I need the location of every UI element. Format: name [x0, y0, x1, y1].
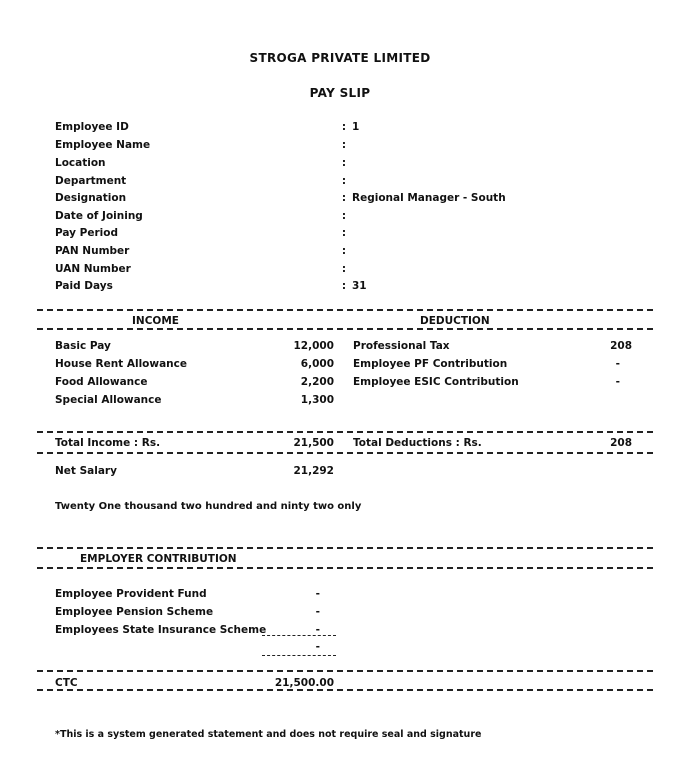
divider [37, 452, 653, 454]
colon: : [341, 245, 347, 257]
income-item-label: Food Allowance [55, 376, 148, 388]
colon: : [341, 280, 347, 292]
income-heading: INCOME [132, 315, 179, 327]
employee-id-label: Employee ID [55, 121, 129, 133]
date-of-joining-label: Date of Joining [55, 210, 143, 222]
deduction-item-amount: - [615, 376, 620, 388]
income-item-label: Basic Pay [55, 340, 111, 352]
income-item-amount: 6,000 [300, 358, 334, 370]
colon: : [341, 121, 347, 133]
employee-id-value: 1 [352, 121, 360, 133]
pay-period-label: Pay Period [55, 227, 118, 239]
divider [37, 670, 653, 672]
deduction-heading: DEDUCTION [420, 315, 490, 327]
income-item-amount: 1,300 [300, 394, 334, 406]
employer-item-label: Employees State Insurance Scheme [55, 624, 267, 636]
employer-item-amount: - [315, 606, 320, 618]
colon: : [341, 227, 347, 239]
divider [37, 431, 653, 433]
amount-in-words: Twenty One thousand two hundred and ninty two only [55, 501, 362, 512]
department-label: Department [55, 175, 127, 187]
deduction-item-amount: 208 [610, 340, 632, 352]
colon: : [341, 192, 347, 204]
total-deductions-amount: 208 [610, 437, 632, 449]
employee-name-label: Employee Name [55, 139, 151, 151]
paid-days-value: 31 [352, 280, 367, 292]
deduction-item-label: Employee ESIC Contribution [353, 376, 519, 388]
colon: : [341, 139, 347, 151]
income-item-label: Special Allowance [55, 394, 162, 406]
divider [37, 309, 653, 311]
company-name: STROGA PRIVATE LIMITED [249, 51, 431, 65]
divider [37, 567, 653, 569]
deduction-item-label: Professional Tax [353, 340, 450, 352]
designation-label: Designation [55, 192, 127, 204]
employer-contribution-heading: EMPLOYER CONTRIBUTION [80, 553, 237, 565]
colon: : [341, 175, 347, 187]
income-item-amount: 12,000 [293, 340, 334, 352]
colon: : [341, 210, 347, 222]
ctc-amount: 21,500.00 [274, 677, 334, 689]
page-title: PAY SLIP [309, 86, 371, 100]
employer-subtotal-amount: - [315, 641, 320, 653]
employer-item-amount: - [315, 588, 320, 600]
pan-number-label: PAN Number [55, 245, 130, 257]
designation-value: Regional Manager - South [352, 192, 506, 204]
employer-item-amount: - [315, 624, 320, 636]
divider [37, 328, 653, 330]
employer-item-label: Employee Pension Scheme [55, 606, 214, 618]
net-salary-amount: 21,292 [293, 465, 334, 477]
total-income-amount: 21,500 [293, 437, 334, 449]
divider [262, 655, 336, 656]
income-item-label: House Rent Allowance [55, 358, 188, 370]
total-deductions-label: Total Deductions : Rs. [353, 437, 482, 449]
divider [262, 635, 336, 636]
ctc-label: CTC [55, 677, 78, 689]
total-income-label: Total Income : Rs. [55, 437, 161, 449]
colon: : [341, 263, 347, 275]
income-item-amount: 2,200 [300, 376, 334, 388]
deduction-item-label: Employee PF Contribution [353, 358, 508, 370]
net-salary-label: Net Salary [55, 465, 117, 477]
colon: : [341, 157, 347, 169]
location-label: Location [55, 157, 106, 169]
divider [37, 547, 653, 549]
employer-item-label: Employee Provident Fund [55, 588, 207, 600]
footnote: *This is a system generated statement and does not require seal and signature [55, 729, 482, 740]
paid-days-label: Paid Days [55, 280, 113, 292]
uan-number-label: UAN Number [55, 263, 131, 275]
divider [37, 689, 653, 691]
deduction-item-amount: - [615, 358, 620, 370]
